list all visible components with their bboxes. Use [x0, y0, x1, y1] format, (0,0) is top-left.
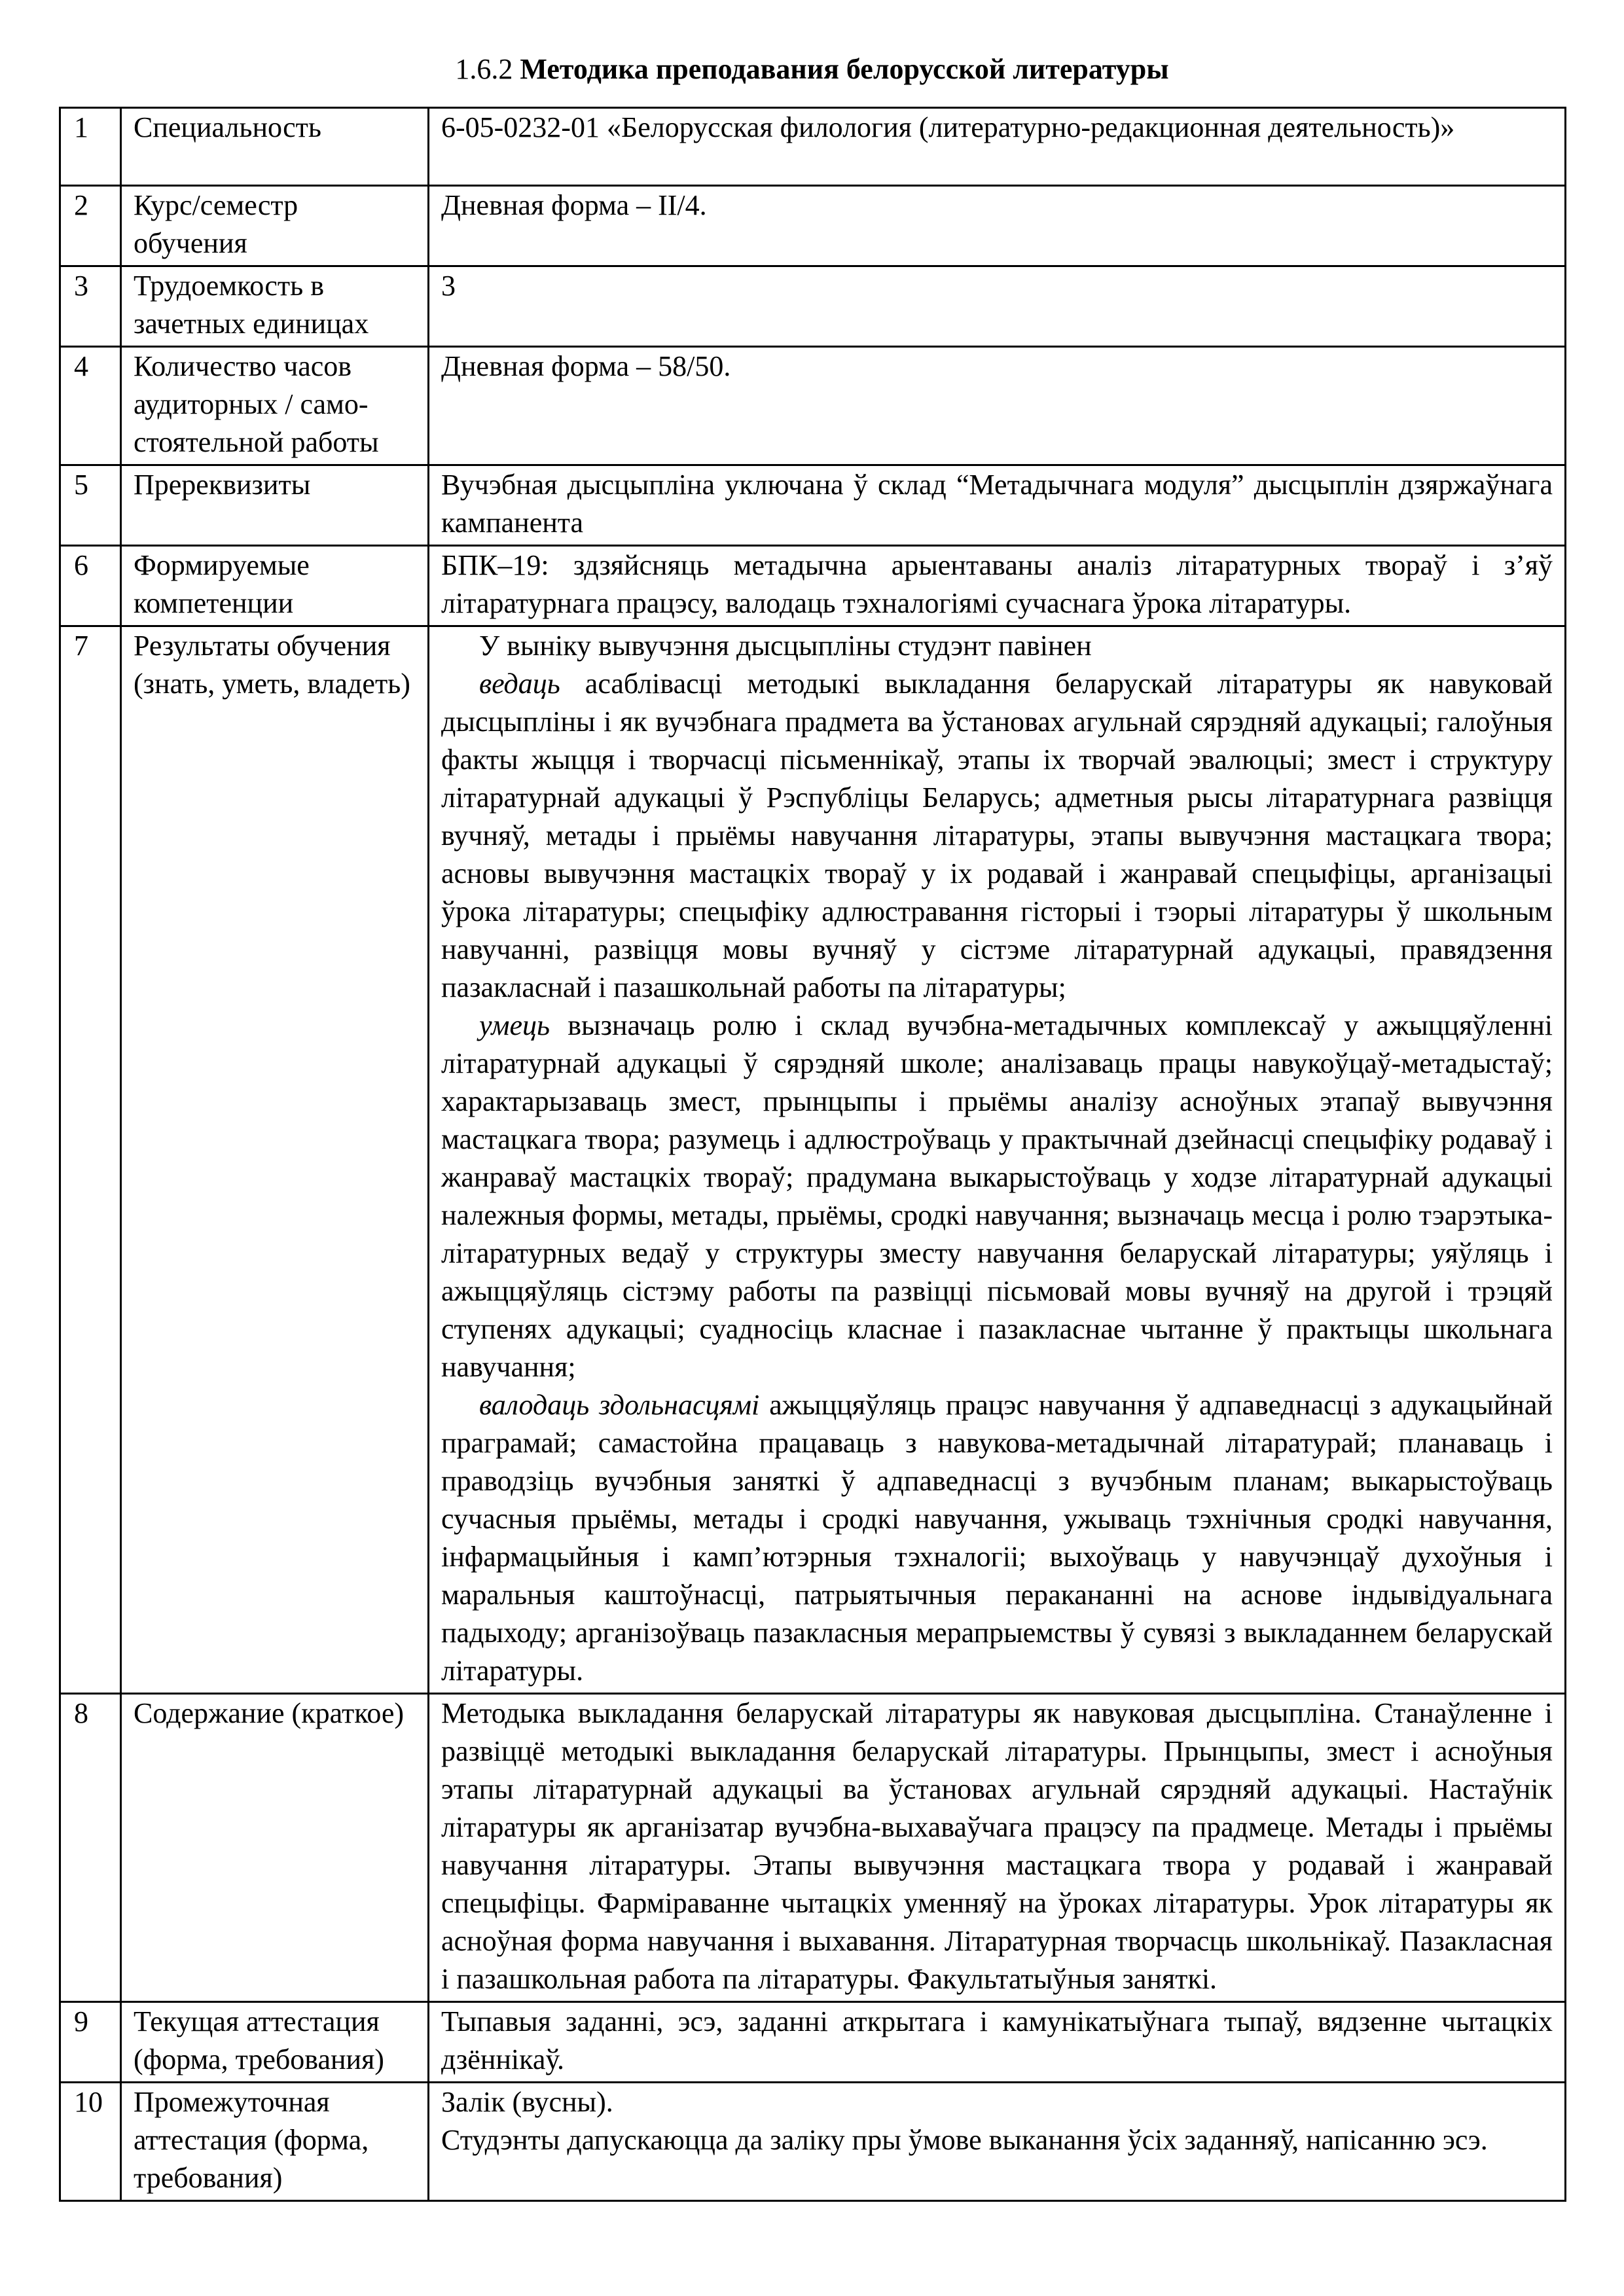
row-value-text: БПК–19: здзяйсняць метадычна арыентаваны аналіз літаратурных твораў і з’яў літаратурнага працэсу, валодаць тэхналогіямі сучаснага ўрока літаратуры.: [441, 549, 1553, 619]
row-label: Количество часов аудиторных / само-стоятельной работы: [121, 347, 429, 465]
row-number: 2: [60, 186, 121, 266]
row-value: [429, 2002, 1566, 2083]
know-text: асаблівасці методыкі выкладання беларускай літаратуры як навуковай дысцыпліны і як вучэбнага прадмета ва ўстановах агульнай сярэдняй адукацыі; галоўныя факты жыцця і творчасці пісьменнікаў, этапы іх творчай эвалюцыі; змест і структуру літаратурнай адукацыі ў Рэспубліцы Беларусь; адметныя рысы літаратурнага развіцця вучняў, метады і прыёмы навучання літаратуры, этапы вывучэння мастацкага твора; асновы вывучэння мастацкіх твораў у іх родавай і жанравай спецыфіцы, арганізацыі ўрока літаратуры; спецыфіку адлюстравання гісторыі і тэорыі літаратуры ў школьным навучанні, развіцця мовы вучняў у сістэме літаратурнай адукацыі, правядзення пазакласнай і пазашкольнай работы па літаратуры;: [441, 668, 1553, 1003]
document-title: [0, 51, 1624, 88]
row-value: [429, 1694, 1566, 2002]
row-value-text: Вучэбная дысцыпліна уключана ў склад “Метадычнага модуля” дысцыплін дзяржаўнага кампанента: [441, 469, 1553, 539]
table-row: [60, 266, 1566, 347]
row-label: Текущая аттестация (форма, требования): [121, 2002, 429, 2083]
row-label: Трудоемкость в зачетных единицах: [121, 266, 429, 347]
row-value: [429, 465, 1566, 546]
row-value-line: Залік (вусны).: [441, 2086, 613, 2118]
row-value-text: Тыпавыя заданні, эсэ, заданні аткрытага і камунікатыўнага тыпаў, вядзенне чытацкіх дзённікаў.: [441, 2005, 1553, 2075]
outcomes-intro: У выніку вывучэння дысцыпліны студэнт павінен: [479, 630, 1092, 662]
row-label: Промежуточная аттестация (форма, требования): [121, 2083, 429, 2201]
outcomes-know: [441, 665, 1553, 1007]
outcomes-own: [441, 1386, 1553, 1690]
table-row: [60, 2002, 1566, 2083]
syllabus-table: [59, 107, 1566, 2202]
row-value: [429, 108, 1566, 186]
row-label: Содержание (краткое): [121, 1694, 429, 2002]
row-value: Дневная форма – II/4.: [429, 186, 1566, 266]
table-row: [60, 626, 1566, 1694]
row-value: [429, 546, 1566, 626]
row-number: 10: [60, 2083, 121, 2201]
row-number: 6: [60, 546, 121, 626]
title-text: Методика преподавания белорусской литературы: [520, 53, 1169, 85]
own-term: валодаць здольнасцямі: [479, 1389, 760, 1421]
table-row: [60, 108, 1566, 186]
can-text: вызначаць ролю і склад вучэбна-метадычных комплексаў у ажыццяўленні літаратурнай адукацыі ў сярэдняй школе; аналізаваць працы навукоўцаў-метадыстаў; характарызаваць змест, прынцыпы і прыёмы аналізу асноўных этапаў вывучэння мастацкага твора; разумець і адлюстроўваць у практычнай дзейнасці спецыфіку родаваў і жанраваў мастацкіх твораў; прадумана выкарыстоўваць у ходзе літаратурнай адукацыі належныя формы, метады, прыёмы, сродкі навучання; вызначаць месца і ролю тэарэтыка-літаратурных ведаў у структуры зместу навучання беларускай літаратуры; уяўляць і ажыццяўляць сістэму работы па развіцці пісьмовай мовы вучняў на другой і трэцяй ступенях адукацыі; суадносіць класнае і пазакласнае чытанне ў практыцы школьнага навучання;: [441, 1009, 1553, 1383]
table-row: [60, 2083, 1566, 2201]
row-value: Дневная форма – 58/50.: [429, 347, 1566, 465]
row-value-line: Студэнты дапускаюцца да заліку пры ўмове выканання ўсіх заданняў, напісанню эсэ.: [441, 2124, 1488, 2156]
row-value-text: 6-05-0232-01 «Белорусская филология (литературно-редакционная деятельность)»: [441, 111, 1455, 143]
row-value: 3: [429, 266, 1566, 347]
row-label: Курс/семестр обучения: [121, 186, 429, 266]
row-number: 4: [60, 347, 121, 465]
row-number: 8: [60, 1694, 121, 2002]
learning-outcomes: [429, 626, 1566, 1694]
row-label: Результаты обучения (знать, уметь, владеть): [121, 626, 429, 1694]
own-text: ажыццяўляць працэс навучання ў адпаведнасці з адукацыйнай праграмай; самастойна працаваць з навукова-метадычнай літаратурай; планаваць і праводзіць вучэбныя заняткі ў адпаведнасці з вучэбным планам; выкарыстоўваць сучасныя прыёмы, метады і сродкі навучання, ужываць тэхнічныя сродкі навучання, інфармацыйныя і камп’ютэрныя тэхналогіі; выхоўваць у навучэнцаў духоўныя і маральныя каштоўнасці, патрыятычныя перакананні на аснове індывідуальнага падыходу; арганізоўваць пазакласныя мерапрыемствы ў сувязі з выкладаннем беларускай літаратуры.: [441, 1389, 1553, 1687]
row-number: 1: [60, 108, 121, 186]
table-row: [60, 465, 1566, 546]
table-row: [60, 186, 1566, 266]
table-row: [60, 1694, 1566, 2002]
row-number: 3: [60, 266, 121, 347]
title-number: 1.6.2: [455, 53, 513, 85]
row-value: [429, 2083, 1566, 2201]
can-term: умець: [479, 1009, 550, 1041]
table-row: [60, 546, 1566, 626]
row-label: Пререквизиты: [121, 465, 429, 546]
row-label: Специальность: [121, 108, 429, 186]
outcomes-can: [441, 1007, 1553, 1386]
row-number: 5: [60, 465, 121, 546]
row-label: Формируемые компетенции: [121, 546, 429, 626]
know-term: ведаць: [479, 668, 560, 700]
row-number: 9: [60, 2002, 121, 2083]
table-row: [60, 347, 1566, 465]
row-value-text: Методыка выкладання беларускай літаратуры як навуковая дысцыпліна. Станаўленне і развіццё методыкі выкладання беларускай літаратуры. Прынцыпы, змест і асноўныя этапы літаратурнай адукацыі ва ўстановах агульнай сярэдняй адукацыі. Настаўнік літаратуры як арганізатар вучэбна-выхаваўчага працэсу па прадмеце. Метады і прыёмы навучання літаратуры. Этапы вывучэння мастацкага твора у родавай і жанравай спецыфіцы. Фарміраванне чытацкіх уменняў на ўроках літаратуры. Урок літаратуры як асноўная форма навучання і выхавання. Літаратурная творчасць школьнікаў. Пазакласная і пазашкольная работа па літаратуры. Факультатыўныя заняткі.: [441, 1697, 1553, 1995]
row-number: 7: [60, 626, 121, 1694]
